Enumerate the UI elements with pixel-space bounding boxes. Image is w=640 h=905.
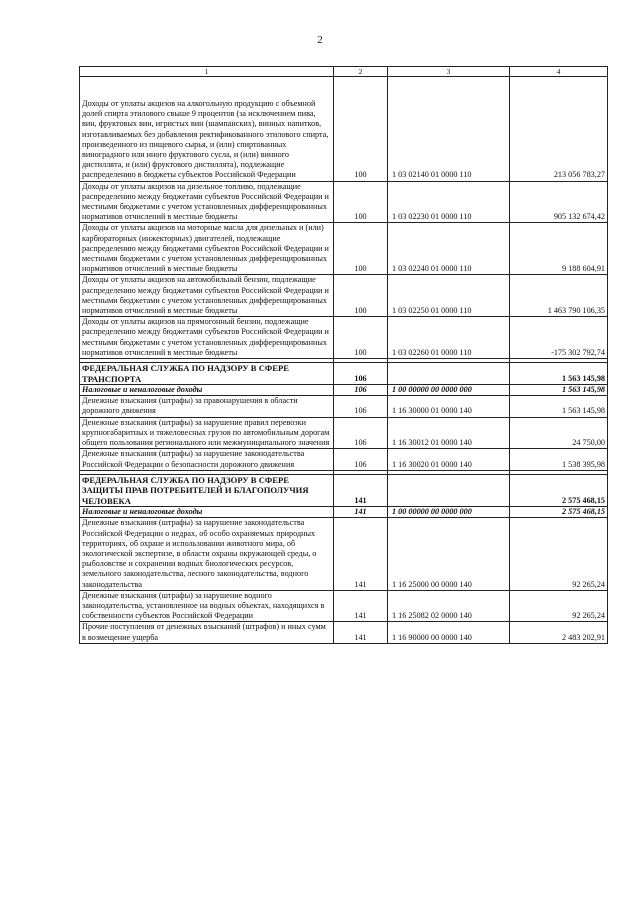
subtotal-row xyxy=(80,385,608,396)
row-sum-cell: 1 563 145,98 xyxy=(510,396,608,417)
row-kbk-cell: 1 03 02230 01 0000 110 xyxy=(388,181,510,223)
table-row xyxy=(80,622,608,643)
row-kbk-cell: 1 00 00000 00 0000 000 xyxy=(388,385,510,396)
row-name-cell: Доходы от уплаты акцизов на алкогольную продукцию с объемной долей спирта этилового свыше 9 процентов (за исключением пива, вин, фруктовых вин, игристых вин (шампанских), винных напитков, изготавливаемых без добавления ректификованного этилового спирта, произведенного из пищевого сырья, и (или) спиртованных виноградного или иного фруктового сусла, и (или) винного дистиллята, и (или) фруктового дистиллята), подлежащие распределению в бюджеты субъектов Российской Федерации xyxy=(80,77,334,182)
row-kbk-cell: 1 16 30000 01 0000 140 xyxy=(388,396,510,417)
row-code-cell: 141 xyxy=(334,507,388,518)
row-code-cell: 141 xyxy=(334,590,388,622)
row-name-cell: Денежные взыскания (штрафы) за нарушение правил перевозки крупногабаритных и тяжеловесных грузов по автомобильным дорогам общего пользования регионального или межмуниципального значения xyxy=(80,417,334,449)
row-code-cell: 141 xyxy=(334,622,388,643)
row-sum-cell: 24 750,00 xyxy=(510,417,608,449)
table-row xyxy=(80,181,608,223)
row-name-cell: ФЕДЕРАЛЬНАЯ СЛУЖБА ПО НАДЗОРУ В СФЕРЕ ЗАЩИТЫ ПРАВ ПОТРЕБИТЕЛЕЙ И БЛАГОПОЛУЧИЯ ЧЕЛОВЕКА xyxy=(80,474,334,507)
row-sum-cell: 213 056 783,27 xyxy=(510,77,608,182)
row-kbk-cell: 1 03 02250 01 0000 110 xyxy=(388,275,510,317)
revenue-table xyxy=(79,66,608,644)
row-kbk-cell: 1 03 02260 01 0000 110 xyxy=(388,317,510,359)
row-name-cell: Денежные взыскания (штрафы) за правонарушения в области дорожного движения xyxy=(80,396,334,417)
row-kbk-cell: 1 16 25000 00 0000 140 xyxy=(388,518,510,590)
row-kbk-cell: 1 16 30020 01 0000 140 xyxy=(388,449,510,470)
row-code-cell: 100 xyxy=(334,317,388,359)
row-kbk-cell: 1 03 02140 01 0000 110 xyxy=(388,77,510,182)
row-code-cell: 100 xyxy=(334,181,388,223)
row-sum-cell: 92 265,24 xyxy=(510,590,608,622)
row-code-cell: 141 xyxy=(334,518,388,590)
row-name-cell: Прочие поступления от денежных взысканий (штрафов) и иных сумм в возмещение ущерба xyxy=(80,622,334,643)
table-body xyxy=(80,67,608,644)
row-code-cell: 100 xyxy=(334,275,388,317)
agency-row xyxy=(80,363,608,385)
subtotal-row xyxy=(80,507,608,518)
row-sum-cell: 9 188 604,91 xyxy=(510,223,608,275)
table-row xyxy=(80,317,608,359)
row-kbk-cell: 1 03 02240 01 0000 110 xyxy=(388,223,510,275)
row-sum-cell: 2 575 468,15 xyxy=(510,474,608,507)
row-kbk-cell: 1 16 30012 01 0000 140 xyxy=(388,417,510,449)
row-sum-cell: 92 265,24 xyxy=(510,518,608,590)
agency-row xyxy=(80,474,608,507)
row-kbk-cell xyxy=(388,474,510,507)
table-row xyxy=(80,417,608,449)
row-code-cell: 141 xyxy=(334,474,388,507)
row-kbk-cell: 1 16 25082 02 0000 140 xyxy=(388,590,510,622)
row-sum-cell: 2 575 468,15 xyxy=(510,507,608,518)
table-row xyxy=(80,77,608,182)
row-name-cell: Денежные взыскания (штрафы) за нарушение водного законодательства, установленное на водных объектах, находящихся в собственности субъектов Российской Федерации xyxy=(80,590,334,622)
row-name-cell: Денежные взыскания (штрафы) за нарушение законодательства Российской Федерации о недрах, об особо охраняемых природных территориях, об охране и использовании животного мира, об экологической экспертизе, в области охраны окружающей среды, о рыболовстве и сохранении водных биологических ресурсов, земельного законодательства, лесного законодательства, водного законодательства xyxy=(80,518,334,590)
row-kbk-cell: 1 00 00000 00 0000 000 xyxy=(388,507,510,518)
header-cell: 4 xyxy=(510,67,608,77)
page-number: 2 xyxy=(317,34,323,46)
row-sum-cell: 1 563 145,98 xyxy=(510,385,608,396)
row-kbk-cell: 1 16 90000 00 0000 140 xyxy=(388,622,510,643)
row-code-cell: 106 xyxy=(334,449,388,470)
row-code-cell: 100 xyxy=(334,223,388,275)
header-cell: 3 xyxy=(388,67,510,77)
row-name-cell: Доходы от уплаты акцизов на прямогонный бензин, подлежащие распределению между бюджетами субъектов Российской Федерации и местными бюджетами с учетом установленных дифференцированных нормативов отчислений в местные бюджеты xyxy=(80,317,334,359)
row-sum-cell: 1 563 145,98 xyxy=(510,363,608,385)
table-row xyxy=(80,449,608,470)
row-name-cell: Денежные взыскания (штрафы) за нарушение законодательства Российской Федерации о безопасности дорожного движения xyxy=(80,449,334,470)
row-sum-cell: -175 302 792,74 xyxy=(510,317,608,359)
row-sum-cell: 1 463 790 106,35 xyxy=(510,275,608,317)
table-row xyxy=(80,518,608,590)
table-row xyxy=(80,275,608,317)
row-sum-cell: 2 483 202,91 xyxy=(510,622,608,643)
row-sum-cell: 905 132 674,42 xyxy=(510,181,608,223)
row-sum-cell: 1 538 395,98 xyxy=(510,449,608,470)
row-name-cell: Доходы от уплаты акцизов на моторные масла для дизельных и (или) карбюраторных (инжекторных) двигателей, подлежащие распределению между бюджетами субъектов Российской Федерации и местными бюджетами с учетом установленных дифференцированных нормативов отчислений в местные бюджеты xyxy=(80,223,334,275)
row-kbk-cell xyxy=(388,363,510,385)
row-code-cell: 106 xyxy=(334,363,388,385)
row-name-cell: Доходы от уплаты акцизов на дизельное топливо, подлежащие распределению между бюджетами субъектов Российской Федерации и местными бюджетами с учетом установленных дифференцированных нормативов отчислений в местные бюджеты xyxy=(80,181,334,223)
row-name-cell: Доходы от уплаты акцизов на автомобильный бензин, подлежащие распределению между бюджетами субъектов Российской Федерации и местными бюджетами с учетом установленных дифференцированных нормативов отчислений в местные бюджеты xyxy=(80,275,334,317)
table-row xyxy=(80,590,608,622)
table-row xyxy=(80,223,608,275)
row-name-cell: Налоговые и неналоговые доходы xyxy=(80,385,334,396)
header-cell: 1 xyxy=(80,67,334,77)
row-code-cell: 106 xyxy=(334,385,388,396)
row-name-cell: Налоговые и неналоговые доходы xyxy=(80,507,334,518)
table-header-row xyxy=(80,67,608,77)
row-code-cell: 100 xyxy=(334,77,388,182)
header-cell: 2 xyxy=(334,67,388,77)
table-row xyxy=(80,396,608,417)
row-code-cell: 106 xyxy=(334,417,388,449)
row-name-cell: ФЕДЕРАЛЬНАЯ СЛУЖБА ПО НАДЗОРУ В СФЕРЕ ТРАНСПОРТА xyxy=(80,363,334,385)
row-code-cell: 106 xyxy=(334,396,388,417)
